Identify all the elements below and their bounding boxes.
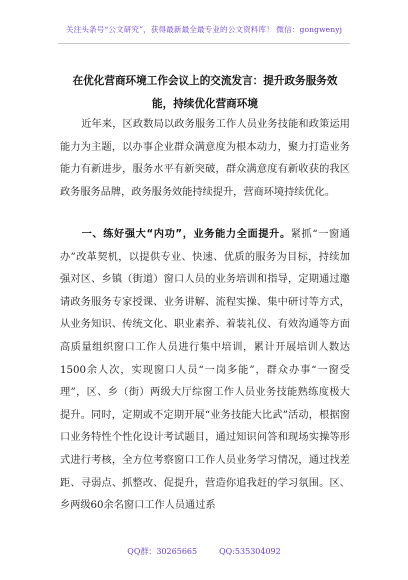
section-1-heading: 一、练好强大“内功”，业务能力全面提升。 (81, 229, 291, 240)
section-1-paragraph (60, 224, 350, 518)
intro-text: 近年来，区政数局以政务服务工作人员业务技能和政策运用能力为主题，以办事企业群众满意度为根本动力，聚力打造业务能力有新进步，服务水平有新突破，群众满意度有新收获的我区政务服务品牌，政务服务效能持续提升，营商环境持续优化。 (60, 119, 350, 198)
promo-banner: 关注头条号“公文研究”，获得最新最全最专业的公文资料库！ 微信：gongwenyj (65, 25, 343, 34)
footer-qq-group: QQ群：30265665 (127, 547, 198, 556)
section-1-body: 紧抓“一窗通办”改革契机，以提供专业、快速、优质的服务为目标，持续加强对区、乡镇（街道）窗口人员的业务培训和指导，定期通过邀请政务服务专家授课、业务讲解、流程实操、集中研讨等方式，从业务知识、传统文化、职业素养、着装礼仪、有效沟通等方面高质量组织窗口工作人员进行集中培训，累计开展培训人数达1500余人次，实现窗口人员“一岗多能”，群众办事“一窗受理”，区、乡（街）两级大厅综窗工作人员业务技能熟练度极大提升。同时，定期或不定期开展“业务技能大比武”活动，根据窗口业务特性个性化设计考试题目，通过知识问答和现场实操等形式进行考核，全方位考察窗口工作人员业务学习情况，通过找差距、寻弱点、抓整改、促提升，营造你追我赶的学习氛围。区、乡两级60余名窗口工作人员通过系 (60, 229, 350, 512)
footer-qq: QQ:535304092 (219, 547, 281, 556)
title-line-2: 能，持续优化营商环境 (152, 98, 258, 110)
title-line-1: 在优化营商环境工作会议上的交流发言：提升政务服务效 (72, 75, 338, 87)
intro-paragraph (60, 114, 350, 204)
page-footer (0, 546, 408, 557)
header-divider (58, 43, 350, 44)
document-title (60, 70, 350, 116)
